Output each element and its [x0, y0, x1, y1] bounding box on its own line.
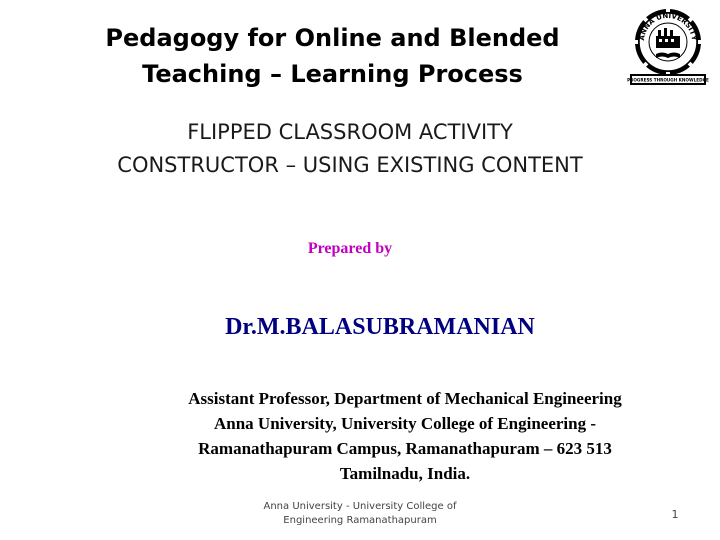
affiliation-line-2: Anna University, University College of Engineering -: [213, 414, 596, 433]
slide-subtitle: [40, 116, 660, 182]
footer-line-2: Engineering Ramanathapuram: [283, 515, 437, 526]
slide-subtitle-line-2: CONSTRUCTOR – USING EXISTING CONTENT: [117, 153, 583, 177]
slide-title-line-2: Teaching – Learning Process: [142, 60, 523, 88]
page-number: 1: [671, 508, 679, 521]
logo-motto: PROGRESS THROUGH KNOWLEDGE: [627, 77, 709, 83]
logo-arc-text: ANNA UNIVERSITY: [637, 11, 699, 42]
slide-subtitle-line-1: FLIPPED CLASSROOM ACTIVITY: [187, 120, 513, 144]
affiliation-line-3: Ramanathapuram Campus, Ramanathapuram – 623 513: [198, 439, 612, 458]
slide-title-line-1: Pedagogy for Online and Blended: [105, 24, 560, 52]
footer-line-1: Anna University - University College of: [263, 501, 457, 512]
author-name: Dr.M.BALASUBRAMANIAN: [225, 314, 535, 340]
affiliation-line-4: Tamilnadu, India.: [339, 464, 471, 483]
prepared-by-label: Prepared by: [307, 240, 393, 257]
affiliation-line-1: Assistant Professor, Department of Mechanical Engineering: [188, 389, 622, 408]
slide-footer: [240, 500, 480, 528]
anna-university-seal-icon: [622, 4, 714, 88]
author-affiliation: [100, 386, 710, 486]
slide-title: [60, 20, 605, 92]
